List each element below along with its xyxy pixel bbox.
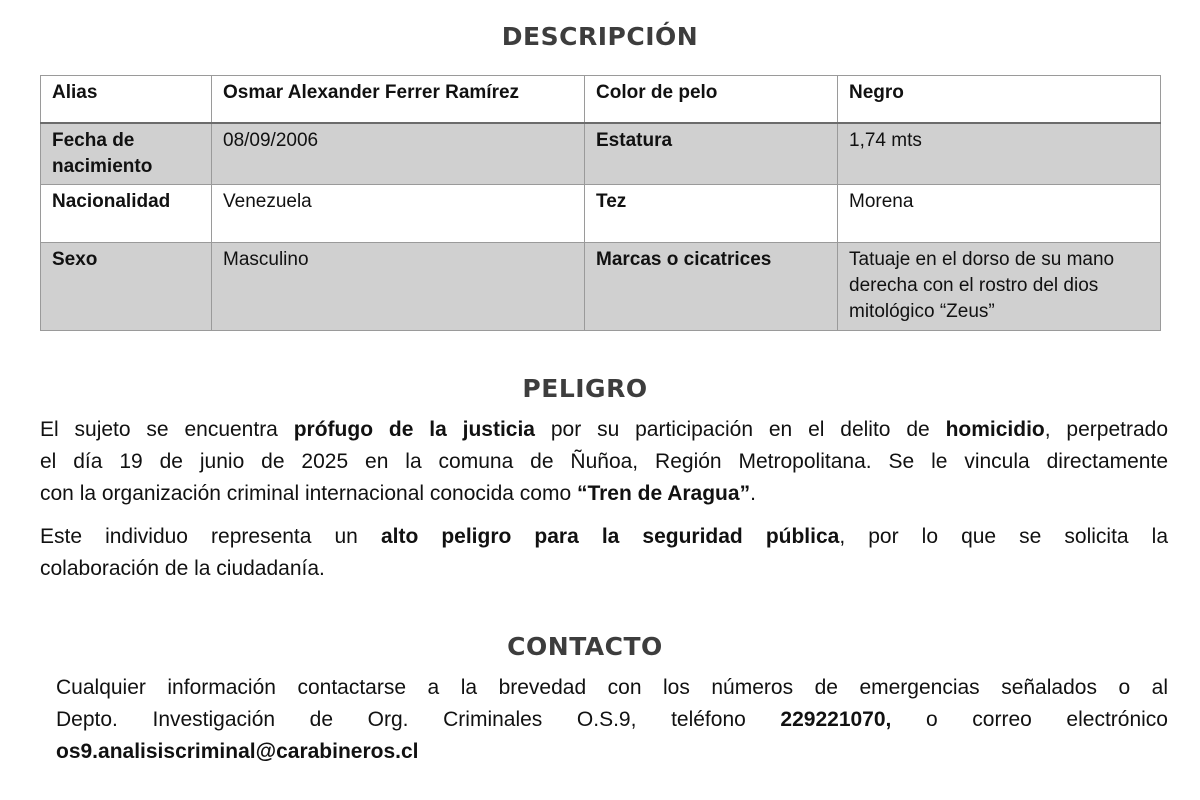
danger-line-3: con la organización criminal internacional conocida como “Tren de Aragua”.: [40, 482, 756, 505]
value-birth-date: 08/09/2006: [212, 123, 585, 185]
label-marks: Marcas o cicatrices: [585, 242, 838, 330]
description-table: [40, 75, 1161, 331]
table-row: [41, 242, 1161, 330]
fugitive-text: prófugo de la justicia: [293, 418, 535, 441]
label-sex: Sexo: [41, 242, 212, 330]
danger-paragraph-2: [40, 521, 1168, 585]
label-hair-color: Color de pelo: [585, 76, 838, 123]
value-height: 1,74 mts: [838, 123, 1161, 185]
description-heading: DESCRIPCIÓN: [501, 22, 699, 51]
table-row: [41, 123, 1161, 185]
value-hair-color: Negro: [838, 76, 1161, 123]
contact-heading: CONTACTO: [507, 632, 663, 661]
contact-line-3: [56, 736, 1168, 768]
high-danger-text: alto peligro para la seguridad pública: [380, 525, 840, 548]
label-birth-date: Fecha de nacimiento: [41, 123, 212, 185]
contact-line-1: Cualquier información contactarse a la brevedad con los números de emergencias señalados o al: [56, 676, 1168, 699]
danger-line-4: Este individuo representa un alto peligro para la seguridad pública, por lo que se solicita la: [40, 525, 1169, 548]
table-row: [41, 184, 1161, 242]
table-row: [41, 76, 1161, 123]
label-alias: Alias: [41, 76, 212, 123]
label-height: Estatura: [585, 123, 838, 185]
contact-email[interactable]: os9.analisiscriminal@carabineros.cl: [56, 740, 419, 763]
homicide-text: homicidio: [945, 418, 1045, 441]
danger-heading: PELIGRO: [522, 374, 648, 403]
value-sex: Masculino: [212, 242, 585, 330]
contact-paragraph: [56, 672, 1168, 768]
value-nationality: Venezuela: [212, 184, 585, 242]
danger-line-1: El sujeto se encuentra prófugo de la justicia por su participación en el delito de homicidio, perpetrado: [40, 418, 1169, 441]
danger-paragraph-1: [40, 414, 1168, 510]
organization-name: “Tren de Aragua”: [576, 482, 751, 505]
value-alias: Osmar Alexander Ferrer Ramírez: [212, 76, 585, 123]
label-nationality: Nacionalidad: [41, 184, 212, 242]
contact-line-2: Depto. Investigación de Org. Criminales O.S.9, teléfono 229221070, o correo electrónico: [56, 708, 1168, 731]
danger-line-5: colaboración de la ciudadanía.: [40, 557, 325, 580]
danger-line-2: el día 19 de junio de 2025 en la comuna de Ñuñoa, Región Metropolitana. Se le vincula directamente: [40, 450, 1168, 473]
contact-phone: 229221070,: [780, 708, 892, 731]
value-complexion: Morena: [838, 184, 1161, 242]
label-complexion: Tez: [585, 184, 838, 242]
value-marks: Tatuaje en el dorso de su mano derecha con el rostro del dios mitológico “Zeus”: [838, 242, 1161, 330]
